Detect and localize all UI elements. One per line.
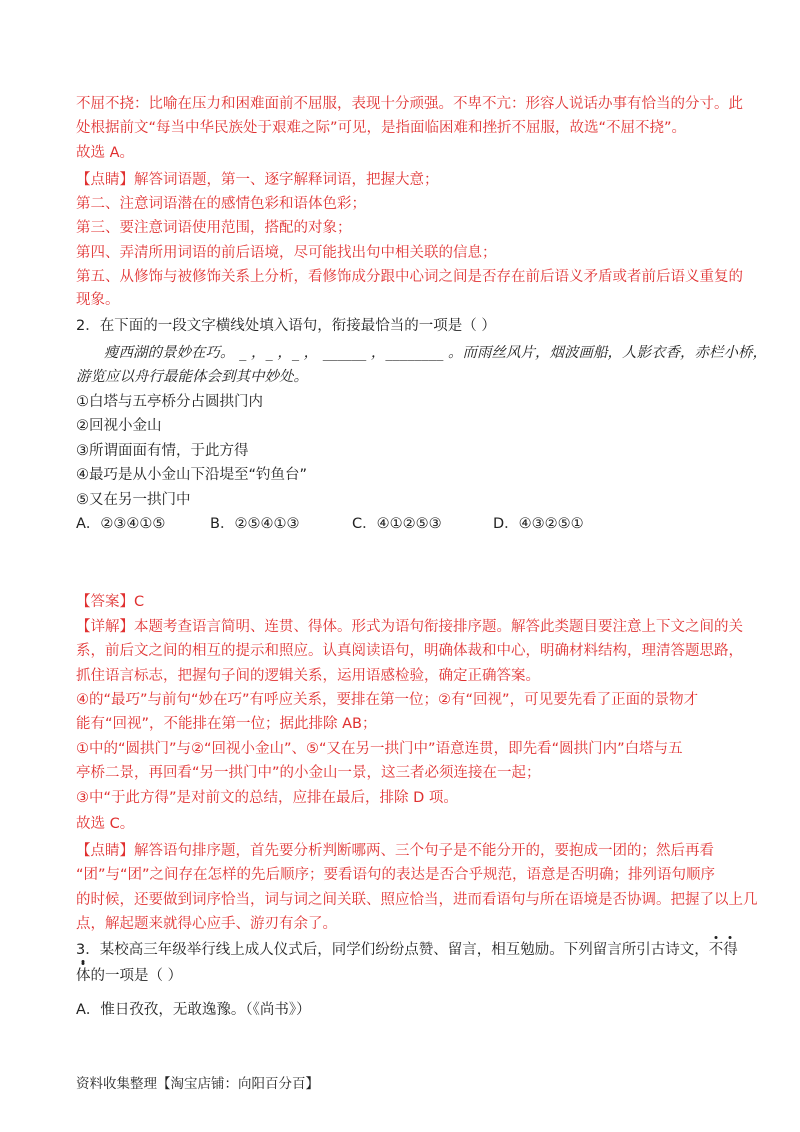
q2-tips-line-1: 【点睛】解答语句排序题，首先要分析判断哪两、三个句子是不能分开的，要抱成一团的；然后再看 xyxy=(76,843,714,859)
q2-option-b: B．②⑤④①③ xyxy=(210,516,300,532)
tips1-line-6: 现象。 xyxy=(76,292,120,308)
analysis-conclusion: 故选 A。 xyxy=(76,145,135,161)
q2-stem: 2．在下面的一段文字横线处填入语句，衔接最恰当的一项是（ ） xyxy=(76,318,496,334)
q2-item-3: ③所谓面面有情，于此方得 xyxy=(76,443,249,459)
q3-stem-emph-3: 体 xyxy=(76,968,91,984)
q2-option-c: C．④①②⑤③ xyxy=(352,516,442,532)
q2-explain-line-6: ①中的“圆拱门”与②“回视小金山”、⑤“又在另一拱门中”语意连贯，即先看“圆拱门内”白塔与五 xyxy=(76,741,683,757)
q3-stem-line-2 xyxy=(76,966,182,986)
q2-item-5: ⑤又在另一拱门中 xyxy=(76,492,191,508)
q3-stem-emph-2: 得 xyxy=(723,942,738,958)
q2-explain-line-7: 亭桥二景，再回看“另一拱门中”的小金山一景，这三者必须连接在一起； xyxy=(76,765,541,781)
q2-passage-line-2: 游览应以舟行最能体会到其中妙处。 xyxy=(76,369,308,385)
q2-explain-line-4: ④的“最巧”与前句“妙在巧”有呼应关系，要排在第一位；②有“回视”，可见要先看了正面的景物才 xyxy=(76,692,699,708)
q2-explain-line-5: 能有“回视”，不能排在第一位；据此排除 AB； xyxy=(76,716,377,732)
q3-stem-tail: 的一项是（ ） xyxy=(90,968,183,984)
analysis-line-1: 不屈不挠：比喻在压力和困难面前不屈服，表现十分顽强。不卑不亢：形容人说话办事有恰当的分寸。此 xyxy=(76,96,743,112)
analysis-line-2: 处根据前文“每当中华民族处于艰难之际”可见，是指面临困难和挫折不屈服，故选“不屈不挠”。 xyxy=(76,120,687,136)
q2-conclusion: 故选 C。 xyxy=(76,816,135,832)
tips1-line-5: 第五、从修饰与被修饰关系上分析，看修饰成分跟中心词之间是否存在前后语义矛盾或者前后语义重复的 xyxy=(76,269,743,285)
q2-tips-line-2: “团”与“团”之间存在怎样的先后顺序；要看语句的表达是否合乎规范，语意是否明确；排列语句顺序 xyxy=(76,867,716,883)
q2-passage-line-1: 瘦西湖的景妙在巧。 _ ，_ ，_ ， ______ ，________ 。而雨丝风片，烟波画船，人影衣香，赤栏小桥， xyxy=(104,345,768,361)
q3-stem-main: 3．某校高三年级举行线上成人仪式后，同学们纷纷点赞、留言，相互勉励。下列留言所引古诗文， xyxy=(76,942,709,958)
q2-explain-line-8: ③中“于此方得”是对前文的总结，应排在最后，排除 D 项。 xyxy=(76,790,458,806)
tips1-line-4: 第四、弄清所用词语的前后语境，尽可能找出句中相关联的信息； xyxy=(76,245,497,261)
footer-note: 资料收集整理【淘宝店铺：向阳百分百】 xyxy=(76,1076,319,1092)
q2-item-1: ①白塔与五亭桥分占圆拱门内 xyxy=(76,394,263,410)
q2-tips-line-3: 的时候，还要做到词序恰当，词与词之间关联、照应恰当，进而看语句与所在语境是否协调。把握了以上几 xyxy=(76,892,758,908)
q2-option-d: D．④③②⑤① xyxy=(493,516,584,532)
q2-explain-line-1: 【详解】本题考查语言简明、连贯、得体。形式为语句衔接排序题。解答此类题目要注意上下文之间的关 xyxy=(76,619,743,635)
q2-option-a: A．②③④①⑤ xyxy=(76,516,166,532)
q2-item-4: ④最巧是从小金山下沿堤至“钓鱼台” xyxy=(76,467,308,483)
q2-tips-line-4: 点，解起题来就得心应手、游刃有余了。 xyxy=(76,916,337,932)
tips1-line-1: 【点睛】解答词语题，第一、逐字解释词语，把握大意； xyxy=(76,172,439,188)
q3-option-a: A．惟日孜孜，无敢逸豫。（《尚书》） xyxy=(76,1002,311,1018)
q2-explain-line-2: 系，前后文之间的相互的提示和照应。认真阅读语句，明确体裁和中心，明确材料结构，理清答题思路， xyxy=(76,643,743,659)
q2-answer: 【答案】C xyxy=(76,594,145,610)
tips1-line-3: 第三、要注意词语使用范围，搭配的对象； xyxy=(76,220,352,236)
q2-item-2: ②回视小金山 xyxy=(76,418,162,434)
tips1-line-2: 第二、注意词语潜在的感情色彩和语体色彩； xyxy=(76,196,366,212)
q2-explain-line-3: 抓住语言标志，把握句子间的逻辑关系，运用语感检验，确定正确答案。 xyxy=(76,668,540,684)
q3-stem xyxy=(76,940,738,960)
q3-stem-emph-1: 不 xyxy=(708,942,724,958)
